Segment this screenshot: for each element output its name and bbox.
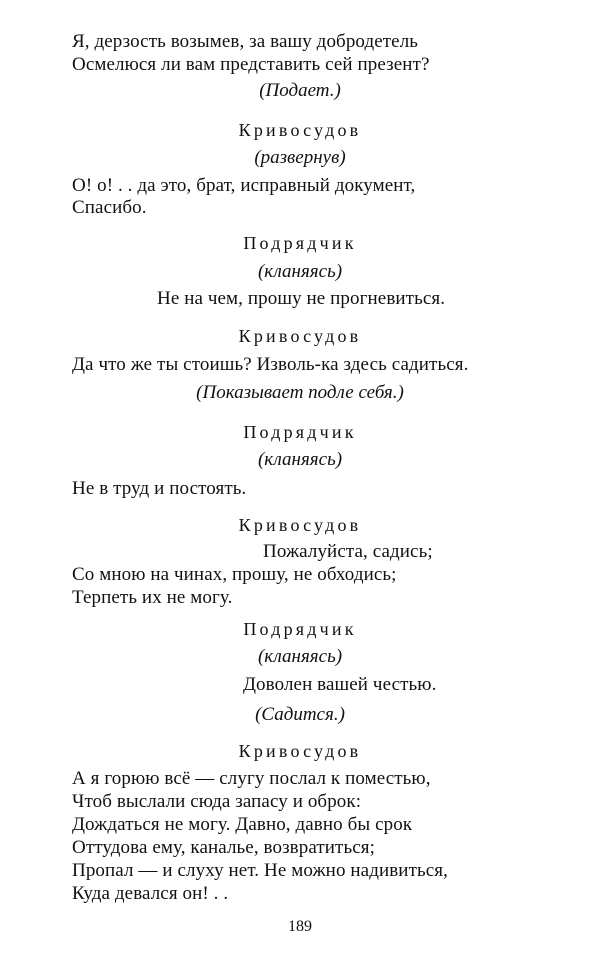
verse-line: Доволен вашей честью. — [243, 674, 437, 695]
verse-line: Да что же ты стоишь? Изволь-ка здесь садиться. — [72, 354, 469, 375]
speaker-name: Кривосудов — [238, 326, 362, 346]
verse-line: Не в труд и постоять. — [72, 478, 247, 499]
verse-line: Осмелюся ли вам представить сей презент? — [72, 54, 430, 75]
stage-direction: (развернув) — [254, 147, 346, 168]
verse-line: Со мною на чинах, прошу, не обходись; — [72, 564, 397, 585]
verse-line: Дождаться не могу. Давно, давно бы срок — [72, 814, 413, 835]
stage-direction: (Показывает подле себя.) — [196, 382, 404, 403]
speaker-name: Кривосудов — [238, 741, 362, 761]
verse-line: Чтоб выслали сюда запасу и оброк: — [72, 791, 362, 812]
verse-line: Куда девался он! . . — [72, 883, 229, 904]
stage-direction: (Подает.) — [259, 80, 341, 101]
page-number: 189 — [288, 918, 312, 935]
speaker-name: Кривосудов — [238, 515, 362, 535]
stage-direction: (кланяясь) — [257, 449, 343, 470]
verse-line: Пропал — и слуху нет. Не можно надивиться, — [72, 860, 448, 881]
speaker-name: Подрядчик — [243, 233, 357, 253]
verse-line: А я горюю всё — слугу послал к поместью, — [72, 768, 431, 789]
stage-direction: (Садится.) — [255, 704, 345, 725]
verse-line: Оттудова ему, каналье, возвратиться; — [72, 837, 375, 858]
speaker-name: Подрядчик — [243, 422, 357, 442]
verse-line: Терпеть их не могу. — [72, 587, 233, 608]
verse-line: Спасибо. — [72, 197, 147, 218]
verse-line: Я, дерзость возымев, за вашу добродетель — [72, 31, 419, 52]
speaker-name: Кривосудов — [238, 120, 362, 140]
verse-line: Не на чем, прошу не прогневиться. — [157, 288, 446, 309]
speaker-name: Подрядчик — [243, 619, 357, 639]
verse-line: Пожалуйста, садись; — [263, 541, 433, 562]
stage-direction: (кланяясь) — [257, 261, 343, 282]
verse-line: О! о! . . да это, брат, исправный документ, — [72, 175, 416, 196]
stage-direction: (кланяясь) — [257, 646, 343, 667]
